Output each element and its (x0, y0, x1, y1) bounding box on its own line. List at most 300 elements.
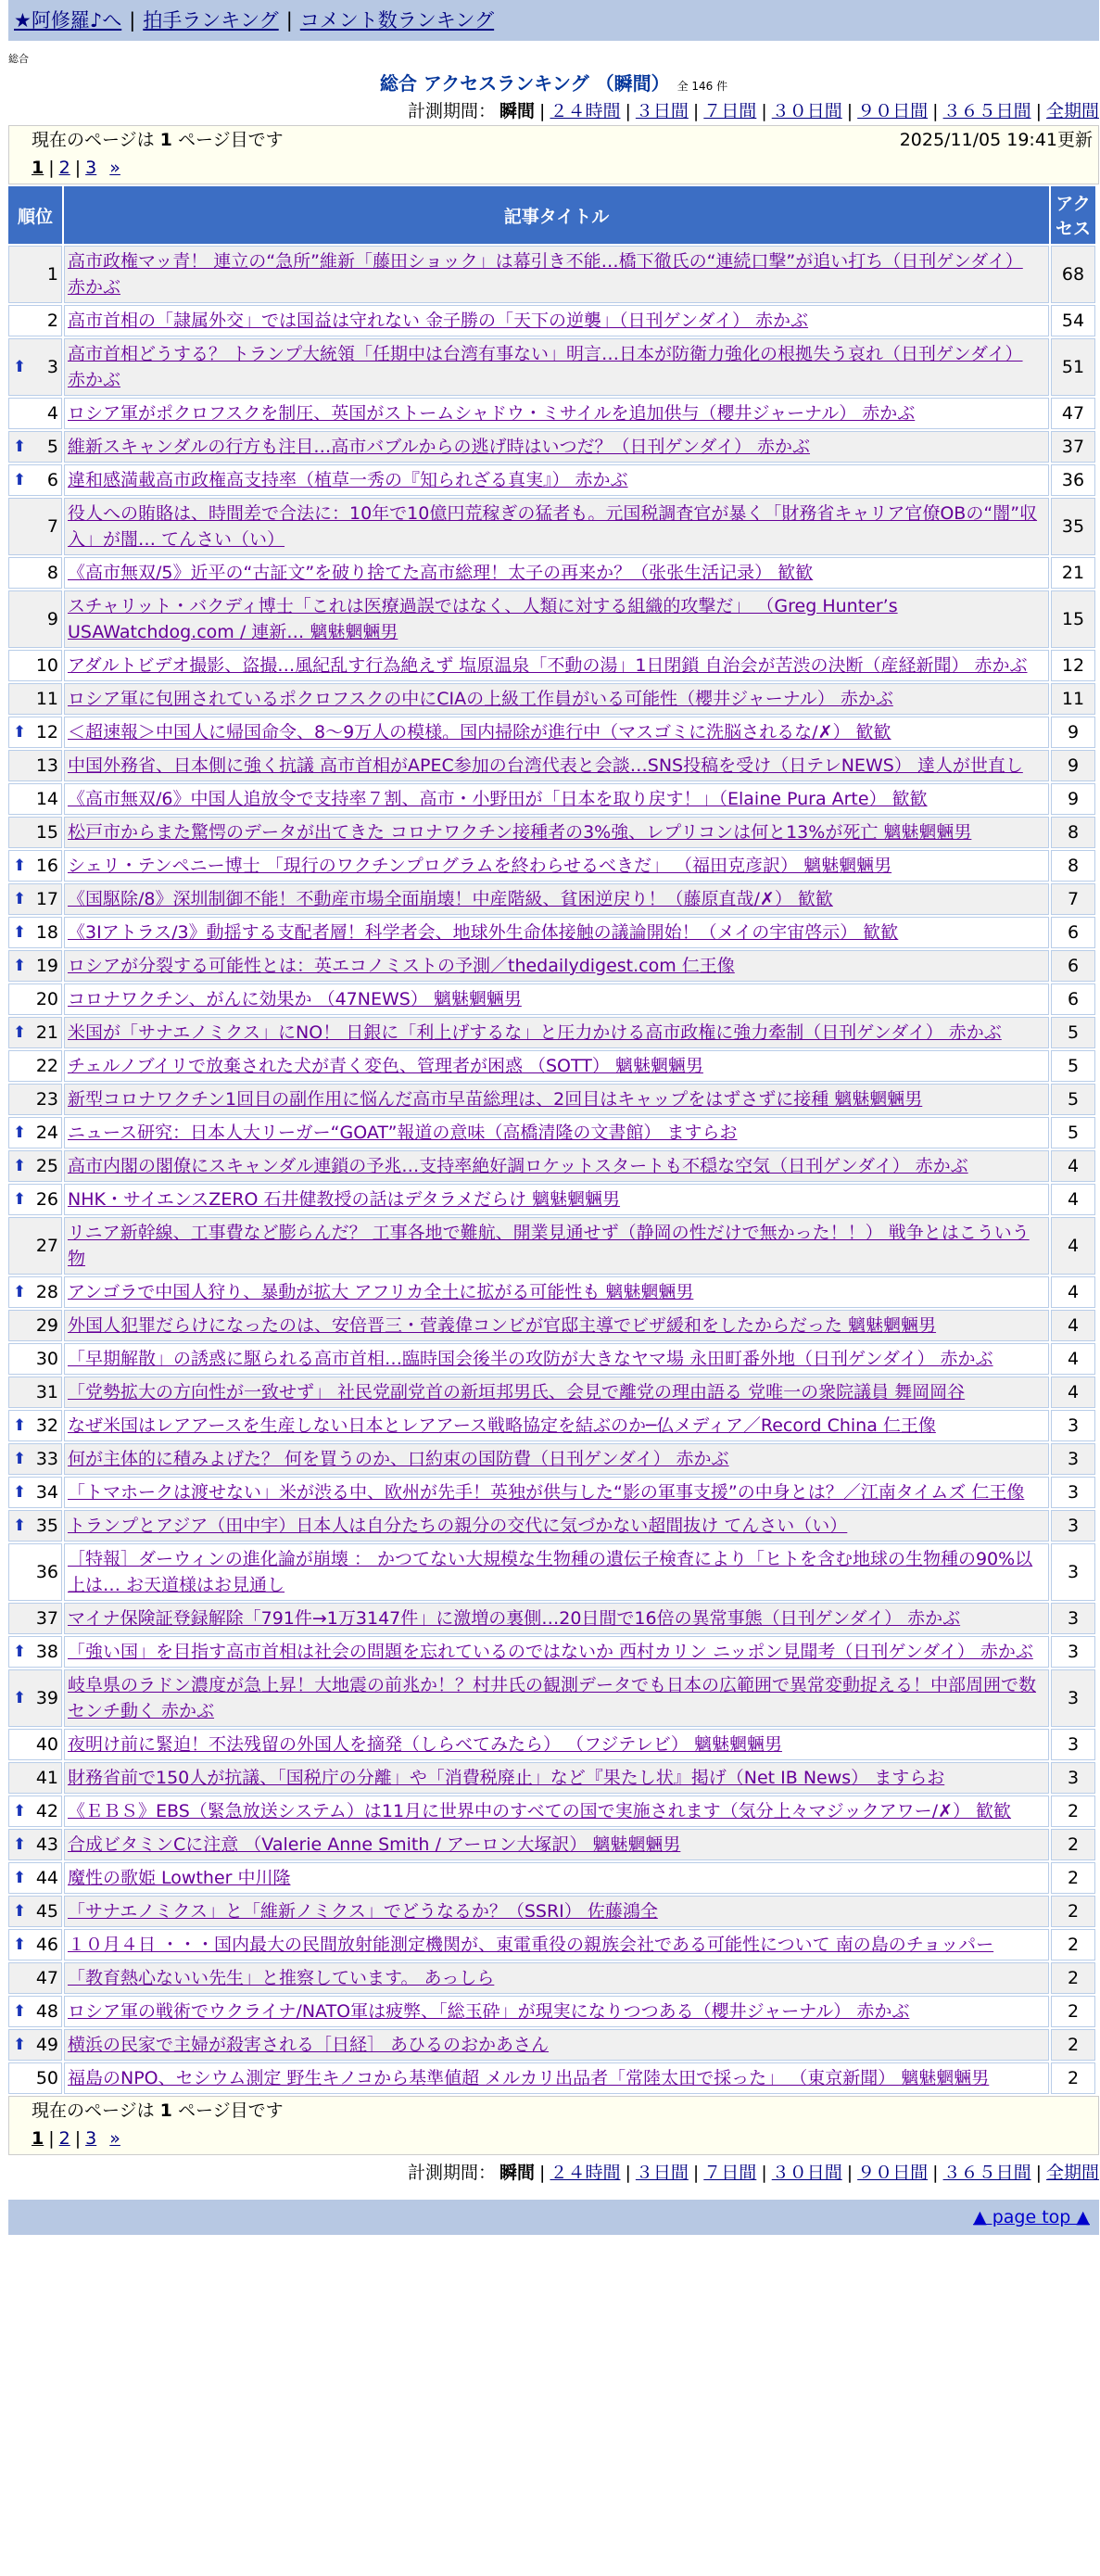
table-row (8, 1762, 1095, 1794)
title-cell (64, 1410, 1049, 1441)
rank-number: 33 (35, 1449, 58, 1469)
period-link-0[interactable]: ２４時間 (550, 101, 621, 121)
rank-number: 27 (35, 1236, 58, 1256)
up-arrow-icon: ⬆ (13, 1157, 27, 1175)
article-link[interactable]: 「トマホークは渡せない」米が渋る中、欧州が先手！英独が供与した“影の軍事支援”の中身とは？／江南タイムズ 仁王像 (68, 1482, 1025, 1503)
up-arrow-icon: ⬆ (13, 1643, 27, 1661)
pagination (32, 2125, 1093, 2152)
table-row (8, 1377, 1095, 1408)
article-link[interactable]: 高市首相の「隷属外交」では国益は守れない 金子勝の「天下の逆襲」（日刊ゲンダイ） 赤かぶ (68, 311, 809, 331)
access-count: 3 (1051, 1410, 1095, 1441)
access-count: 47 (1051, 398, 1095, 429)
article-link[interactable]: 中国外務省、日本側に強く抗議 高市首相がAPEC参加の台湾代表と会談…SNS投稿を受け（日テレNEWS） 達人が世直し (68, 755, 1023, 776)
access-count: 9 (1051, 717, 1095, 748)
rank-cell (8, 1862, 62, 1894)
access-count: 2 (1051, 1896, 1095, 1927)
article-link[interactable]: シェリ・テンペニー博士 「現行のワクチンプログラムを終わらせるべきだ」 （福田克彦訳） 魑魅魍魎男 (68, 856, 892, 876)
article-link[interactable]: ニュース研究：日本人大リーガー“GOAT”報道の意味（高橋清隆の文書館） ますらお (68, 1123, 738, 1143)
article-link[interactable]: コロナワクチン、がんに効果か （47NEWS） 魑魅魍魎男 (68, 989, 522, 1009)
rank-cell (8, 1669, 62, 1727)
table-row (8, 950, 1095, 982)
article-link[interactable]: 合成ビタミンCに注意 （Valerie Anne Smith / アーロン大塚訳） 魑魅魍魎男 (68, 1834, 681, 1855)
article-link[interactable]: アダルトビデオ撮影、盗撮…風紀乱す行為絶えず 塩原温泉「不動の湯」1日閉鎖 自治会が苦渋の決断（産経新聞） 赤かぶ (68, 655, 1028, 676)
rank-cell (8, 1603, 62, 1634)
table-row (8, 1477, 1095, 1508)
period-link-6[interactable]: 全期間 (1045, 2163, 1099, 2183)
page-status (32, 2097, 1093, 2125)
title-cell (64, 1543, 1049, 1601)
rank-cell (8, 917, 62, 948)
rank-cell (8, 305, 62, 336)
access-count: 6 (1051, 983, 1095, 1015)
rank-number: 29 (35, 1315, 58, 1336)
period-link-5[interactable]: ３６５日間 (942, 2163, 1031, 2183)
header-rank: 順位 (8, 186, 62, 244)
rank-cell (8, 1762, 62, 1794)
rank-number: 14 (35, 789, 58, 809)
access-count: 2 (1051, 1862, 1095, 1894)
title-cell (64, 1050, 1049, 1082)
rank-number: 2 (46, 311, 58, 331)
rank-cell (8, 1017, 62, 1048)
table-row (8, 917, 1095, 948)
rank-cell (8, 1443, 62, 1475)
rank-cell (8, 1962, 62, 1994)
title-cell (64, 2029, 1049, 2061)
table-row (8, 883, 1095, 915)
rank-cell (8, 1996, 62, 2027)
title-cell (64, 1377, 1049, 1408)
rank-number: 21 (35, 1022, 58, 1043)
table-row (8, 1929, 1095, 1961)
article-link[interactable]: 夜明け前に緊迫！不法残留の外国人を摘発（しらべてみたら） （フジテレビ） 魑魅魍魎男 (68, 1734, 782, 1755)
rank-number: 32 (35, 1415, 58, 1436)
rank-cell (8, 1510, 62, 1542)
rank-cell (8, 1377, 62, 1408)
rank-number: 8 (46, 563, 58, 583)
nav-separator: | (285, 9, 293, 32)
pagination-link-2[interactable]: 2 (58, 2128, 70, 2149)
access-count: 3 (1051, 1477, 1095, 1508)
title-cell (64, 717, 1049, 748)
title-cell (64, 850, 1049, 882)
table-row (8, 1443, 1095, 1475)
rank-cell (8, 1729, 62, 1760)
article-link[interactable]: １０月４日 ・・・国内最大の民間放射能測定機関が、東電重役の親族会社である可能性について 南の島のチョッパー (68, 1935, 994, 1955)
rank-cell (8, 983, 62, 1015)
rank-number: 42 (35, 1801, 58, 1821)
access-count: 21 (1051, 557, 1095, 589)
access-count: 5 (1051, 1117, 1095, 1148)
article-link[interactable]: 高市政権マッ青！ 連立の“急所”維新「藤田ショック」は幕引き不能…橋下徹氏の“連続口撃”が追い打ち（日刊ゲンダイ） 赤かぶ (68, 251, 1023, 298)
article-link[interactable]: 《3Iアトラス/3》動揺する支配者層！科学者会、地球外生命体接触の議論開始！（メイの宇宙啓示） 歓歓 (68, 922, 899, 943)
title-cell (64, 1603, 1049, 1634)
title-cell (64, 1636, 1049, 1668)
article-link[interactable]: 「教育熱心ないい先生」と推察しています。 あっしら (68, 1968, 495, 1988)
rank-number: 44 (35, 1868, 58, 1888)
table-row (8, 1543, 1095, 1601)
footer-bar (8, 2200, 1099, 2235)
article-link[interactable]: 「党勢拡大の方向性が一致せず」 社民党副党首の新垣邦男氏、会見で離党の理由語る 党唯一の衆院議員 舞岡岡谷 (68, 1382, 966, 1402)
access-count: 3 (1051, 1543, 1095, 1601)
access-count: 2 (1051, 2062, 1095, 2094)
page-status-suffix: ページ目です (177, 2100, 284, 2121)
access-count: 8 (1051, 817, 1095, 848)
period-separator: | (932, 2163, 939, 2183)
rank-number: 45 (35, 1901, 58, 1922)
article-link[interactable]: なぜ米国はレアアースを生産しない日本とレアアース戦略協定を結ぶのか─仏メディア／Record China 仁王像 (68, 1415, 936, 1436)
period-selector-top (8, 97, 1099, 125)
period-link-1[interactable]: ３日間 (635, 101, 689, 121)
article-link[interactable]: チェルノブイリで放棄された犬が青く変色、管理者が困惑 （SOTT） 魑魅魍魎男 (68, 1056, 703, 1076)
article-link[interactable]: 違和感満載高市政権高支持率（植草一秀の『知られざる真実』） 赤かぶ (68, 470, 628, 490)
article-link[interactable]: 米国が「サナエノミクス」にNO！ 日銀に「利上げするな」と圧力かける高市政権に強力牽制（日刊ゲンダイ） 赤かぶ (68, 1022, 1002, 1043)
period-link-3[interactable]: ３０日間 (771, 2163, 842, 2183)
page-status-suffix: ページ目です (177, 130, 284, 150)
table-row (8, 1603, 1095, 1634)
article-link[interactable]: 「サナエノミクス」と「維新ノミクス」でどうなるか？（SSRI） 佐藤鴻全 (68, 1901, 658, 1922)
title-cell (64, 1443, 1049, 1475)
period-separator: | (625, 2163, 631, 2183)
table-row (8, 1410, 1095, 1441)
title-cell (64, 1862, 1049, 1894)
up-arrow-icon: ⬆ (13, 1283, 27, 1301)
article-link[interactable]: 何が主体的に積みよげた？ 何を買うのか、口約束の国防費（日刊ゲンダイ） 赤かぶ (68, 1449, 729, 1469)
article-link[interactable]: 新型コロナワクチン1回目の副作用に悩んだ高市早苗総理は、2回目はキャップをはずさずに接種 魑魅魍魎男 (68, 1089, 923, 1110)
rank-number: 37 (35, 1608, 58, 1629)
article-link[interactable]: アンゴラで中国人狩り、暴動が拡大 アフリカ全土に拡がる可能性も 魑魅魍魎男 (68, 1282, 694, 1302)
article-link[interactable]: NHK・サイエンスZERO 石井健教授の話はデタラメだらけ 魑魅魍魎男 (68, 1189, 621, 1210)
title-cell (64, 1896, 1049, 1927)
article-link[interactable]: 「強い国」を目指す高市首相は社会の問題を忘れているのではないか 西村カリン ニッポン見聞考（日刊ゲンダイ） 赤かぶ (68, 1642, 1033, 1662)
article-link[interactable]: リニア新幹線、工事費など膨らんだ？ 工事各地で難航、開業見通せず（静岡の性だけで無かった！！） 戦争とはこういう物 (68, 1223, 1030, 1269)
up-arrow-icon: ⬆ (13, 1190, 27, 1209)
rank-number: 23 (35, 1089, 58, 1110)
article-link[interactable]: 松戸市からまた驚愕のデータが出てきた コロナワクチン接種者の3%強、レプリコンは何と13%が死亡 魑魅魍魎男 (68, 822, 972, 843)
access-count: 8 (1051, 850, 1095, 882)
title-cell (64, 305, 1049, 336)
page-status-prefix: 現在のページは (32, 2100, 155, 2121)
period-separator: | (761, 2163, 767, 2183)
up-arrow-icon: ⬆ (13, 1516, 27, 1535)
up-arrow-icon: ⬆ (13, 857, 27, 875)
pagination-link-2[interactable]: 2 (58, 158, 70, 178)
title-cell (64, 590, 1049, 648)
rank-cell (8, 2029, 62, 2061)
rank-number: 50 (35, 2068, 58, 2088)
period-separator: | (539, 2163, 546, 2183)
nav-link-clap-ranking[interactable]: 拍手ランキング (143, 9, 279, 32)
up-arrow-icon: ⬆ (13, 1869, 27, 1887)
rank-cell (8, 1410, 62, 1441)
period-link-6[interactable]: 全期間 (1045, 101, 1099, 121)
table-row (8, 1217, 1095, 1275)
article-link[interactable]: 維新スキャンダルの行方も注目…高市バブルからの逃げ時はいつだ？（日刊ゲンダイ） 赤かぶ (68, 437, 811, 457)
table-row (8, 783, 1095, 815)
page-status-prefix: 現在のページは (32, 130, 155, 150)
rank-cell (8, 1050, 62, 1082)
rank-number: 1 (46, 264, 58, 285)
period-link-4[interactable]: ９０日間 (857, 101, 929, 121)
rank-number: 41 (35, 1768, 58, 1788)
access-count: 5 (1051, 1017, 1095, 1048)
pagination-separator: | (48, 158, 55, 178)
nav-link-comment-ranking[interactable]: コメント数ランキング (299, 9, 495, 32)
ranking-body (8, 246, 1095, 2094)
access-count: 5 (1051, 1084, 1095, 1115)
period-separator: | (761, 101, 767, 121)
rank-cell (8, 817, 62, 848)
access-count: 3 (1051, 1636, 1095, 1668)
table-row (8, 817, 1095, 848)
table-row (8, 2062, 1095, 2094)
rank-number: 49 (35, 2035, 58, 2055)
access-count: 4 (1051, 1343, 1095, 1375)
article-link[interactable]: 高市首相どうする？ トランプ大統領「任期中は台湾有事ない」明言…日本が防衛力強化の根拠失う哀れ（日刊ゲンダイ） 赤かぶ (68, 344, 1023, 390)
article-link[interactable]: ロシアが分裂する可能性とは：英エコノミストの予測／thedailydigest.com 仁王像 (68, 956, 735, 976)
article-link[interactable]: 福島のNPO、セシウム測定 野生キノコから基準値超 メルカリ出品者「常陸太田で採った」 （東京新聞） 魑魅魍魎男 (68, 2068, 990, 2088)
up-arrow-icon: ⬆ (13, 2036, 27, 2054)
rank-cell (8, 1929, 62, 1961)
rank-cell (8, 464, 62, 496)
nav-link-asyura[interactable]: ★阿修羅♪へ (14, 9, 122, 32)
header-count: アクセス (1051, 186, 1095, 244)
access-count: 51 (1051, 338, 1095, 396)
table-row (8, 683, 1095, 715)
rank-cell (8, 1796, 62, 1827)
table-row (8, 1729, 1095, 1760)
rank-cell (8, 1184, 62, 1215)
table-row (8, 305, 1095, 336)
table-row (8, 1962, 1095, 1994)
rank-cell (8, 1829, 62, 1860)
article-link[interactable]: マイナ保険証登録解除「791件→1万3147件」に激増の裏側…20日間で16倍の異常事態（日刊ゲンダイ） 赤かぶ (68, 1608, 961, 1629)
article-link[interactable]: 《ＥＢＳ》EBS（緊急放送システム）は11月に世界中のすべての国で実施されます（気分上々マジックアワー/✗） 歓歓 (68, 1801, 1012, 1821)
rank-number: 7 (46, 516, 58, 537)
article-link[interactable]: トランプとアジア（田中宇）日本人は自分たちの親分の交代に気づかない超間抜け てんさい（い） (68, 1516, 848, 1536)
rank-number: 10 (35, 655, 58, 676)
access-count: 3 (1051, 1443, 1095, 1475)
up-arrow-icon: ⬆ (13, 1689, 27, 1707)
rank-cell (8, 1543, 62, 1601)
access-count: 6 (1051, 917, 1095, 948)
article-link[interactable]: 魔性の歌姫 Lowther 中川隆 (68, 1868, 291, 1888)
title-cell (64, 1962, 1049, 1994)
rank-cell (8, 683, 62, 715)
table-row (8, 557, 1095, 589)
access-count: 12 (1051, 650, 1095, 681)
period-selector-bottom (8, 2159, 1099, 2187)
title-cell (64, 1729, 1049, 1760)
pagination-separator: | (48, 2128, 55, 2149)
rank-number: 24 (35, 1123, 58, 1143)
article-link[interactable]: 横浜の民家で主婦が殺害される［日経］ あひるのおかあさん (68, 2035, 550, 2055)
title-cell (64, 1762, 1049, 1794)
rank-cell (8, 338, 62, 396)
table-row (8, 717, 1095, 748)
title-cell (64, 1150, 1049, 1182)
rank-number: 47 (35, 1968, 58, 1988)
pagination (32, 154, 1093, 182)
access-count: 2 (1051, 2029, 1095, 2061)
article-link[interactable]: 高市内閣の閣僚にスキャンダル連鎖の予兆…支持率絶好調ロケットスタートも不穏な空気（日刊ゲンダイ） 赤かぶ (68, 1156, 968, 1176)
access-count: 3 (1051, 1603, 1095, 1634)
article-link[interactable]: 《高市無双/6》中国人追放令で支持率７割、高市・小野田が「日本を取り戻す！」（Elaine Pura Arte） 歓歓 (68, 789, 928, 809)
up-arrow-icon: ⬆ (13, 1902, 27, 1921)
table-row (8, 2029, 1095, 2061)
rank-number: 36 (35, 1562, 58, 1582)
up-arrow-icon: ⬆ (13, 1483, 27, 1502)
table-row (8, 1862, 1095, 1894)
rank-number: 18 (35, 922, 58, 943)
title-cell (64, 1017, 1049, 1048)
rank-number: 6 (46, 470, 58, 490)
article-link[interactable]: ロシア軍に包囲されているポクロフスクの中にCIAの上級工作員がいる可能性（櫻井ジャーナル） 赤かぶ (68, 689, 893, 709)
access-count: 4 (1051, 1377, 1095, 1408)
title-cell (64, 783, 1049, 815)
access-count: 4 (1051, 1184, 1095, 1215)
table-row (8, 1084, 1095, 1115)
pagination-separator: | (74, 2128, 82, 2149)
pagination-current: 1 (32, 158, 44, 178)
period-link-4[interactable]: ９０日間 (857, 2163, 929, 2183)
page-info-top (8, 125, 1099, 184)
nav-separator: | (129, 9, 136, 32)
title-cell (64, 1184, 1049, 1215)
pagination-link-3[interactable]: 3 (85, 158, 97, 178)
table-row (8, 750, 1095, 781)
pagination-link-3[interactable]: 3 (85, 2128, 97, 2149)
title-cell (64, 1217, 1049, 1275)
pagination-current: 1 (32, 2128, 44, 2149)
up-arrow-icon: ⬆ (13, 1935, 27, 1954)
rank-number: 48 (35, 2001, 58, 2022)
period-link-3[interactable]: ３０日間 (771, 101, 842, 121)
up-arrow-icon: ⬆ (13, 723, 27, 742)
period-link-0[interactable]: ２４時間 (550, 2163, 621, 2183)
up-arrow-icon: ⬆ (13, 890, 27, 908)
total-count: 全 146 件 (676, 80, 728, 93)
access-count: 35 (1051, 498, 1095, 555)
period-link-2[interactable]: ７日間 (703, 2163, 757, 2183)
article-link[interactable]: 財務省前で150人が抗議、「国税庁の分離」や「消費税廃止」など『果たし状』掲げ（Net IB News） ますらお (68, 1768, 945, 1788)
period-link-1[interactable]: ３日間 (635, 2163, 689, 2183)
access-count: 3 (1051, 1510, 1095, 1542)
period-link-2[interactable]: ７日間 (703, 101, 757, 121)
title-cell (64, 1477, 1049, 1508)
table-row (8, 1829, 1095, 1860)
title-cell (64, 1310, 1049, 1341)
title-cell (64, 917, 1049, 948)
article-link[interactable]: 岐阜県のラドン濃度が急上昇！大地震の前兆か！？村井氏の観測データでも日本の広範囲で異常変動捉える！中部周囲で数センチ動く 赤かぶ (68, 1675, 1037, 1721)
up-arrow-icon: ⬆ (13, 923, 27, 942)
article-link[interactable]: ロシア軍の戦術でウクライナ/NATO軍は疲弊、「総玉砕」が現実になりつつある（櫻井ジャーナル） 赤かぶ (68, 2001, 910, 2022)
access-count: 37 (1051, 431, 1095, 463)
period-link-5[interactable]: ３６５日間 (942, 101, 1031, 121)
rank-number: 35 (35, 1516, 58, 1536)
article-link[interactable]: スチャリット・バクディ博士「これは医療過誤ではなく、人類に対する組織的攻撃だ」 （Greg Hunter’s USAWatchdog.com / 連新… 魑魅魍魎男 (68, 596, 898, 642)
rank-number: 43 (35, 1834, 58, 1855)
page-status-number: 1 (159, 130, 172, 150)
table-row (8, 1669, 1095, 1727)
period-label: 計測期間： (408, 2163, 497, 2183)
page-top-link[interactable]: ▲ page top ▲ (973, 2207, 1090, 2227)
access-count: 68 (1051, 246, 1095, 303)
article-link[interactable]: ＜超速報＞中国人に帰国命令、8〜9万人の模様。国内掃除が進行中（マスゴミに洗脳されるな/✗） 歓歓 (68, 722, 891, 742)
up-arrow-icon: ⬆ (13, 1450, 27, 1468)
pagination-separator: | (74, 158, 82, 178)
title-cell (64, 650, 1049, 681)
article-link[interactable]: 「早期解散」の誘惑に駆られる高市首相…臨時国会後半の攻防が大きなヤマ場 永田町番外地（日刊ゲンダイ） 赤かぶ (68, 1349, 993, 1369)
rank-number: 15 (35, 822, 58, 843)
rank-cell (8, 498, 62, 555)
table-row (8, 498, 1095, 555)
table-row (8, 338, 1095, 396)
table-row (8, 850, 1095, 882)
article-link[interactable]: 役人への賄賂は、時間差で合法に：10年で10億円荒稼ぎの猛者も。元国税調査官が暴く「財務省キャリア官僚OBの“闇”収入」が闇… てんさい（い） (68, 503, 1038, 550)
up-arrow-icon: ⬆ (13, 358, 27, 376)
title-cell (64, 1996, 1049, 2027)
title-cell (64, 246, 1049, 303)
table-row (8, 1310, 1095, 1341)
rank-number: 34 (35, 1482, 58, 1503)
page-info-bottom (8, 2096, 1099, 2155)
rank-number: 17 (35, 889, 58, 909)
article-link[interactable]: 《高市無双/5》近平の“古証文”を破り捨てた高市総理！太子の再来か？（张张生活记录） 歓歓 (68, 563, 814, 583)
rank-number: 28 (35, 1282, 58, 1302)
article-link[interactable]: 《国駆除/8》深圳制御不能！不動産市場全面崩壊！中産階級、貧困逆戻り！（藤原直哉/✗） 歓歓 (68, 889, 833, 909)
rank-cell (8, 1117, 62, 1148)
title-cell (64, 1929, 1049, 1961)
period-current: 瞬間 (499, 101, 536, 121)
article-link[interactable]: ロシア軍がポクロフスクを制圧、英国がストームシャドウ・ミサイルを追加供与（櫻井ジャーナル） 赤かぶ (68, 403, 916, 424)
article-link[interactable]: ［特報］ダーウィンの進化論が崩壊 ： かつてない大規模な生物種の遺伝子検査により「ヒトを含む地球の生物種の90%以上は… お天道様はお見通し (68, 1549, 1033, 1595)
access-count: 3 (1051, 1669, 1095, 1727)
top-nav (8, 0, 1099, 41)
period-separator: | (846, 101, 853, 121)
table-row (8, 1996, 1095, 2027)
up-arrow-icon: ⬆ (13, 1835, 27, 1854)
table-row (8, 590, 1095, 648)
rank-number: 11 (35, 689, 58, 709)
access-count: 2 (1051, 1962, 1095, 1994)
access-count: 2 (1051, 1996, 1095, 2027)
pagination-next[interactable]: » (109, 2128, 120, 2149)
period-separator: | (932, 101, 939, 121)
rank-cell (8, 1217, 62, 1275)
rank-cell (8, 850, 62, 882)
title-cell (64, 498, 1049, 555)
title-cell (64, 750, 1049, 781)
table-row (8, 1184, 1095, 1215)
article-link[interactable]: 外国人犯罪だらけになったのは、安倍晋三・菅義偉コンビが官邸主導でビザ緩和をしたからだった 魑魅魍魎男 (68, 1315, 937, 1336)
title-cell (64, 464, 1049, 496)
title-cell (64, 1343, 1049, 1375)
table-row (8, 1510, 1095, 1542)
pagination-next[interactable]: » (109, 158, 120, 178)
access-count: 6 (1051, 950, 1095, 982)
rank-number: 38 (35, 1642, 58, 1662)
category-label: 総合 (8, 53, 29, 65)
access-count: 3 (1051, 1762, 1095, 1794)
rank-number: 9 (46, 609, 58, 629)
title-cell (64, 1796, 1049, 1827)
rank-number: 3 (46, 357, 58, 377)
rank-number: 16 (35, 856, 58, 876)
up-arrow-icon: ⬆ (13, 471, 27, 489)
title-cell (64, 983, 1049, 1015)
up-arrow-icon: ⬆ (13, 1802, 27, 1821)
